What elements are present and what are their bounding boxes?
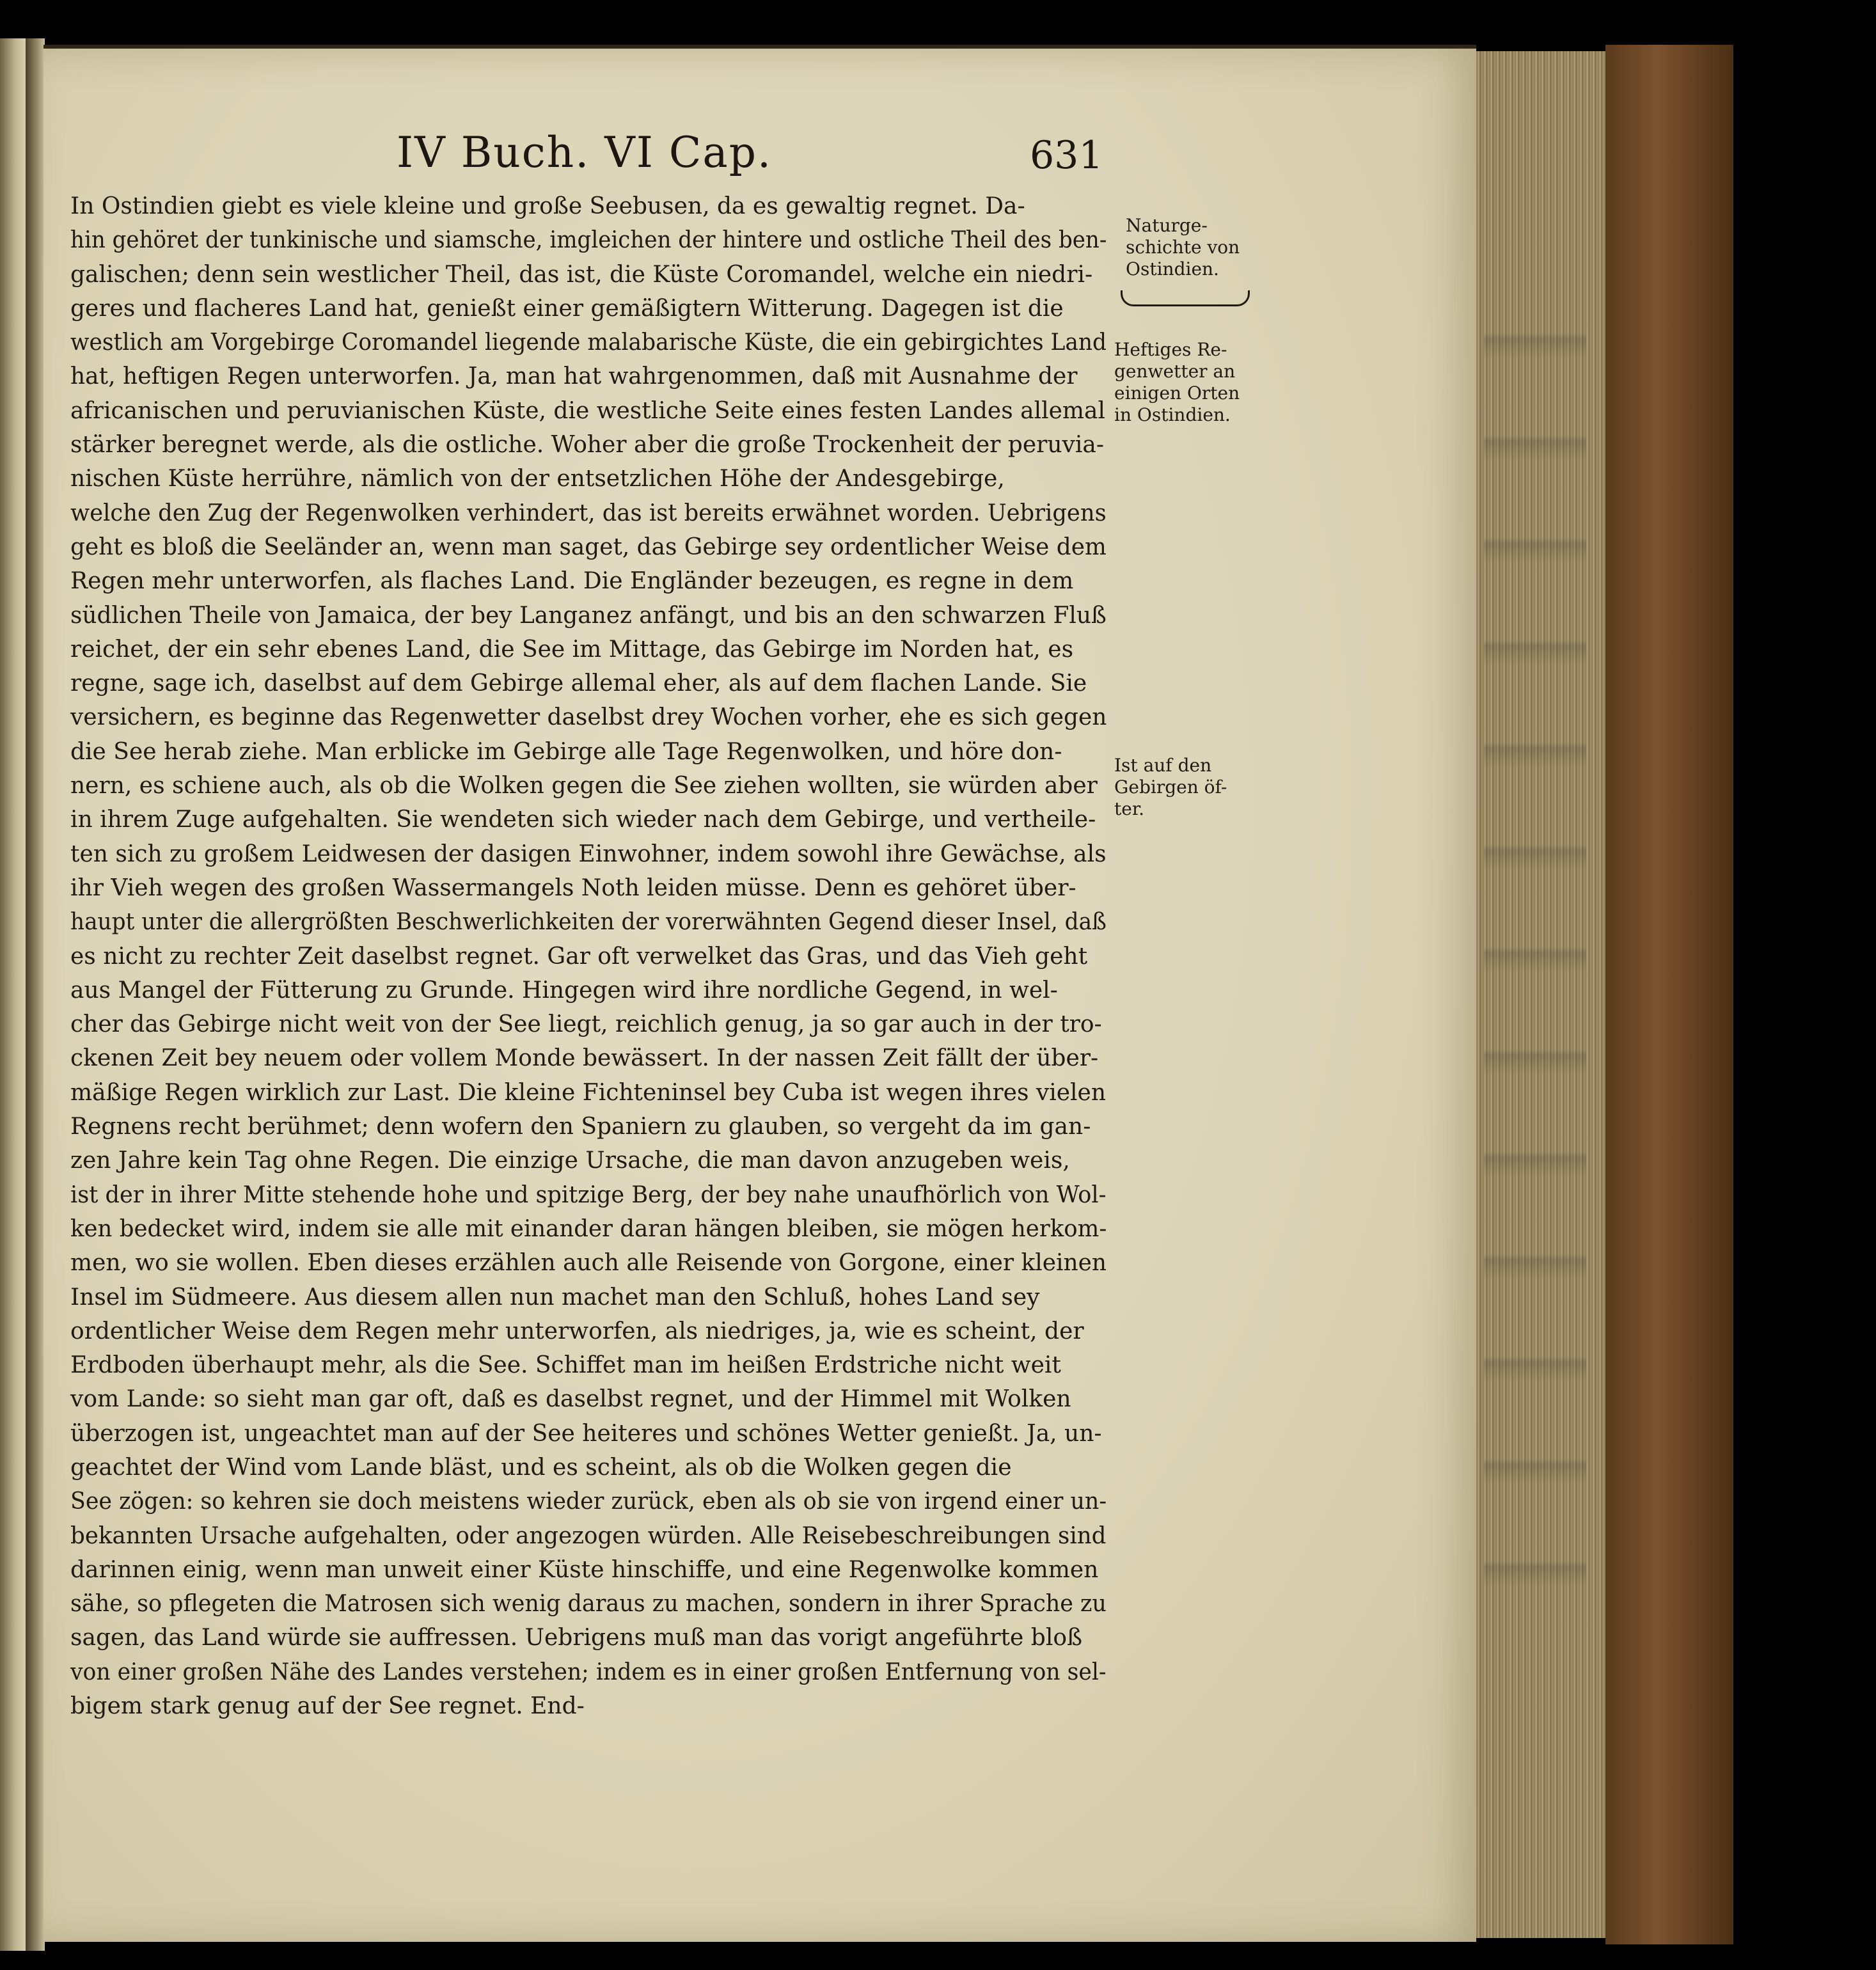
text-line: ist der in ihrer Mitte stehende hohe und spitzige Berg, der bey nahe unaufhörlich von Wol-: [70, 1181, 1107, 1208]
body-text: [70, 189, 1107, 1723]
text-line: reichet, der ein sehr ebenes Land, die See im Mittage, das Gebirge im Norden hat, es: [70, 636, 1074, 663]
text-line: sähe, so pflegeten die Matrosen sich wenig daraus zu machen, sondern in ihrer Sprache zu: [70, 1591, 1107, 1618]
text-line: haupt unter die allergrößten Beschwerlichkeiten der vorerwähnten Gegend dieser Insel, daß: [70, 909, 1107, 936]
text-line: cher das Gebirge nicht weit von der See liegt, reichlich genug, ja so gar auch in der tro-: [70, 1011, 1102, 1038]
text-line: Insel im Südmeere. Aus diesem allen nun machet man den Schluß, hohes Land sey: [70, 1284, 1040, 1311]
text-line: zen Jahre kein Tag ohne Regen. Die einzige Ursache, die man davon anzugeben weis,: [70, 1147, 1070, 1174]
facing-page-edge: [0, 38, 26, 1951]
text-line: nern, es schiene auch, als ob die Wolken gegen die See ziehen wollten, sie würden aber: [70, 773, 1098, 800]
margin-note-brace: [1121, 290, 1250, 306]
text-line: galischen; denn sein westlicher Theil, das ist, die Küste Coromandel, welche ein niedri-: [70, 261, 1093, 288]
text-line: vom Lande: so sieht man gar oft, daß es daselbst regnet, und der Himmel mit Wolken: [70, 1386, 1071, 1413]
text-line: ten sich zu großem Leidwesen der dasigen Einwohner, indem sowohl ihre Gewächse, als: [70, 840, 1107, 867]
margin-note-line: Gebirgen öf-: [1114, 776, 1227, 798]
text-line: geachtet der Wind vom Lande bläst, und es scheint, als ob die Wolken gegen die: [70, 1454, 1012, 1481]
text-line: africanischen und peruvianischen Küste, die westliche Seite eines festen Landes allemal: [70, 397, 1106, 424]
text-line: versichern, es beginne das Regenwetter daselbst drey Wochen vorher, ehe es sich gegen: [70, 704, 1107, 731]
text-line: Regen mehr unterworfen, als flaches Land. Die Engländer bezeugen, es regne in dem: [70, 568, 1074, 595]
page-number: 631: [1030, 133, 1103, 178]
text-line: bigem stark genug auf der See regnet. End-: [70, 1693, 585, 1720]
margin-note-line: Heftiges Re-: [1114, 339, 1227, 360]
margin-note-natural-history: [1126, 215, 1240, 280]
text-line: ihr Vieh wegen des großen Wassermangels Noth leiden müsse. Denn es gehöret über-: [70, 874, 1076, 901]
text-line: See zögen: so kehren sie doch meistens wieder zurück, eben als ob sie von irgend einer un-: [70, 1488, 1107, 1515]
text-line: geres und flacheres Land hat, genießt einer gemäßigtern Witterung. Dagegen ist die: [70, 295, 1064, 322]
text-line: hin gehöret der tunkinische und siamsche, imgleichen der hintere und ostliche Theil des ben-: [70, 227, 1107, 254]
text-line: hat, heftigen Regen unterworfen. Ja, man hat wahrgenommen, daß mit Ausnahme der: [70, 363, 1078, 390]
text-line: in ihrem Zuge aufgehalten. Sie wendeten sich wieder nach dem Gebirge, und vertheile-: [70, 807, 1096, 833]
margin-note-line: Naturge-: [1126, 215, 1208, 236]
text-line: Regnens recht berühmet; denn wofern den Spaniern zu glauben, so vergeht da im gan-: [70, 1114, 1091, 1140]
margin-note-mountains: [1114, 755, 1227, 820]
running-head: IV Buch. VI Cap.: [397, 128, 772, 177]
text-line: geht es bloß die Seeländer an, wenn man saget, das Gebirge sey ordentlicher Weise dem: [70, 533, 1107, 560]
text-line: darinnen einig, wenn man unweit einer Küste hinschiffe, und eine Regenwolke kommen: [70, 1556, 1099, 1583]
text-line: aus Mangel der Fütterung zu Grunde. Hingegen wird ihre nordliche Gegend, in wel-: [70, 977, 1058, 1004]
text-line: mäßige Regen wirklich zur Last. Die kleine Fichteninsel bey Cuba ist wegen ihres vielen: [70, 1079, 1107, 1106]
margin-note-line: Ist auf den: [1114, 755, 1212, 776]
margin-note-line: ter.: [1114, 798, 1145, 819]
text-line: von einer großen Nähe des Landes verstehen; indem es in einer großen Entfernung von sel-: [70, 1659, 1107, 1685]
margin-note-heavy-rain: [1114, 339, 1240, 426]
text-line: In Ostindien giebt es viele kleine und große Seebusen, da es gewaltig regnet. Da-: [70, 193, 1025, 219]
margin-note-line: Ostindien.: [1126, 258, 1219, 280]
text-line: überzogen ist, ungeachtet man auf der See heiteres und schönes Wetter genießt. Ja, un-: [70, 1420, 1102, 1447]
text-line: die See herab ziehe. Man erblicke im Gebirge alle Tage Regenwolken, und höre don-: [70, 738, 1062, 765]
text-line: es nicht zu rechter Zeit daselbst regnet. Gar oft verwelket das Gras, und das Vieh geht: [70, 943, 1088, 970]
margin-note-line: schichte von: [1126, 237, 1240, 258]
text-line: regne, sage ich, daselbst auf dem Gebirge allemal eher, als auf dem flachen Lande. Sie: [70, 670, 1087, 697]
text-line: bekannten Ursache aufgehalten, oder angezogen würden. Alle Reisebeschreibungen sind: [70, 1522, 1107, 1549]
text-line: westlich am Vorgebirge Coromandel liegende malabarische Küste, die ein gebirgichtes Land: [70, 329, 1107, 356]
book-gutter: [26, 38, 45, 1951]
text-line: ken bedecket wird, indem sie alle mit einander daran hängen bleiben, sie mögen herkom-: [70, 1215, 1107, 1242]
page-edge-stains: [1484, 256, 1586, 1663]
scan-background: [1733, 0, 1876, 1970]
text-line: Erdboden überhaupt mehr, als die See. Schiffet man im heißen Erdstriche nicht weit: [70, 1352, 1061, 1379]
text-line: ckenen Zeit bey neuem oder vollem Monde bewässert. In der nassen Zeit fällt der über-: [70, 1045, 1099, 1072]
margin-note-line: einigen Orten: [1114, 382, 1240, 404]
text-line: südlichen Theile von Jamaica, der bey Langanez anfängt, und bis an den schwarzen Fluß: [70, 602, 1107, 629]
text-line: stärker beregnet werde, als die ostliche. Woher aber die große Trockenheit der peruvia-: [70, 432, 1105, 459]
text-line: sagen, das Land würde sie auffressen. Uebrigens muß man das vorigt angeführte bloß: [70, 1625, 1083, 1651]
book-cover-board: [1605, 45, 1733, 1944]
text-line: welche den Zug der Regenwolken verhindert, das ist bereits erwähnet worden. Uebrigens: [70, 500, 1107, 526]
text-line: nischen Küste herrühre, nämlich von der entsetzlichen Höhe der Andesgebirge,: [70, 466, 1005, 492]
text-line: ordentlicher Weise dem Regen mehr unterworfen, als niedriges, ja, wie es scheint, der: [70, 1318, 1084, 1344]
margin-note-line: genwetter an: [1114, 361, 1236, 382]
text-line: men, wo sie wollen. Eben dieses erzählen auch alle Reisende von Gorgone, einer kleinen: [70, 1250, 1107, 1277]
margin-note-line: in Ostindien.: [1114, 404, 1231, 425]
